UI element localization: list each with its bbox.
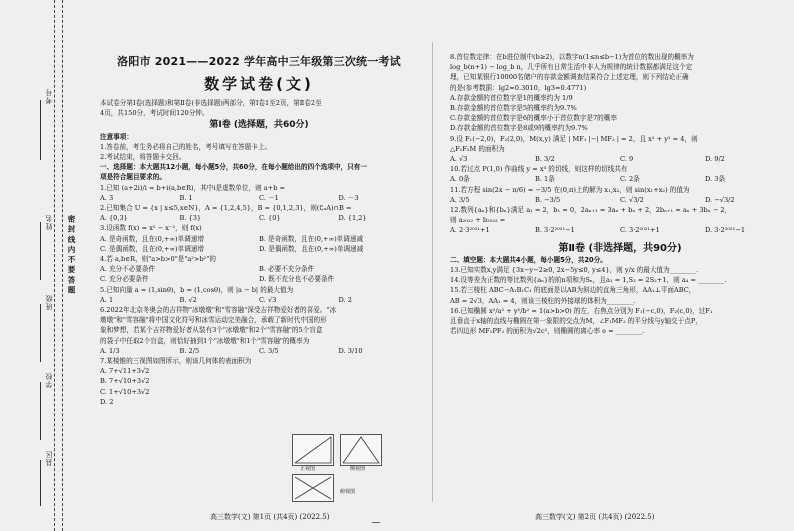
- note-item: 1.答卷前，考生务必将自己的姓名，考号填写在答题卡上。: [100, 142, 272, 151]
- question-options: [100, 274, 418, 284]
- question-stem: 9.设 F₁(−2,0)，F₂(2,0)，M(x,y) 满足 | MF₁ |−| MF₂ | = 2，且 x² + y² = 4，则: [450, 134, 698, 143]
- question-stem: △F₁F₂M 的面积为: [450, 144, 505, 153]
- question-stem: 6.2022年北京冬奥会的吉祥物"冰墩墩"和"雪容融"深受吉祥物爱好者的喜爱。"冰: [100, 306, 337, 315]
- page-footer-left: 高三数学(文) 第1页 (共4页) (2022.5): [210, 513, 330, 521]
- question-options: [450, 154, 790, 164]
- option: B. 7+√10+3√2: [100, 377, 150, 386]
- option: C. 1+√10+3√2: [100, 387, 150, 396]
- option: A. 0条: [450, 175, 470, 184]
- question-options: [100, 234, 418, 244]
- question-stem: 8.首位数定律：在b进位制中(b≥2)，以数字n(1≤n≤b−1)为首位的数出现的概率为: [450, 53, 694, 61]
- field-underline: [40, 460, 41, 506]
- option: C. 充分必要条件: [100, 275, 149, 284]
- instruction-line: 项是符合题目要求的。: [100, 173, 166, 182]
- option: D. －3: [338, 193, 359, 202]
- question-options: [100, 193, 418, 203]
- field-school: 学校: [45, 372, 53, 388]
- fill-question: 若四边形 MF₁PF₂ 的面积为√2c²，则椭圆的离心率 e = ________.: [450, 327, 645, 336]
- option: B. {3}: [179, 214, 202, 223]
- question-options: [450, 225, 790, 235]
- field-exam-number: 考号: [45, 88, 53, 104]
- question-stem: 则 a₂₀₂₂ + b₂₀₂₂ =: [450, 216, 506, 225]
- left-column: [100, 98, 418, 407]
- field-underline: [40, 100, 41, 160]
- option: A. 3/5: [450, 195, 470, 204]
- field-underline: [40, 382, 41, 440]
- option: A.存款金额的首位数字是1的概率约为 1/9: [450, 93, 573, 102]
- option: C. 是偶函数，且在(0,+∞)单调递增: [100, 244, 204, 253]
- question-stem: 1.已知 (a+2i)/i = b+i(a,b∈R)，其中i是虚数单位，则 a+b =: [100, 183, 286, 192]
- option: D. 是偶函数，且在(0,+∞)单调递减: [259, 244, 364, 253]
- fill-question: 15.若三棱柱 ABC−A₁B₁C₁ 的底面是以AB为斜边的直角三角形，AA₁⊥平面ABC，: [450, 286, 696, 295]
- side-view-label: 侧视图: [350, 466, 366, 472]
- question-stem: 10.若过点 P(1,0) 作曲线 y = x³ 的切线，则这样的切线共有: [450, 165, 628, 174]
- top-view: [292, 474, 334, 502]
- option: B. −3/5: [535, 195, 561, 204]
- field-class: 班级: [45, 294, 53, 310]
- fill-question: 14.设等差为正数的等比数列{aₙ}的前n项和为Sₙ，且a₁ = 1,S₃ = 2S₂+1，则 a₄ = ________.: [450, 276, 727, 285]
- option: A. 是奇函数，且在(0,+∞)单调递增: [100, 234, 204, 243]
- question-options: [100, 264, 418, 274]
- top-view-drawing: [293, 475, 333, 501]
- option: D. 2: [338, 295, 352, 304]
- option: D. 3·2²⁰²¹−1: [705, 226, 746, 235]
- question-options: [450, 174, 790, 184]
- option: A. √3: [450, 155, 468, 164]
- question-stem: 的袋子中任取2个盲盒，则恰好抽到1个"冰墩墩"和1个"雪容融"的概率为: [100, 336, 310, 345]
- part2-title: 第Ⅱ卷 (非选择题，共90分): [558, 242, 682, 254]
- exam-title: 洛阳市 2021——2022 学年高中三年级第三次统一考试: [117, 55, 401, 68]
- option: B.存款金额的首位数字是5的概率约为9.7%: [450, 104, 577, 113]
- option: A. 3: [100, 193, 114, 202]
- fill-question: AB = 2√3，AA₁ = 4，则该三棱柱的外接球的体积为________.: [450, 296, 636, 305]
- exam-subject: 数学试卷(文): [204, 75, 314, 93]
- question-options: [100, 346, 418, 356]
- option: D. 3条: [705, 175, 726, 184]
- fill-question: 且垂直于x轴的直线与椭圆在第一象限的交点为M，∠F₁MF₂ 的平分线与y轴交于点P，: [450, 317, 702, 326]
- binding-strip: [0, 0, 96, 531]
- option: C. {0}: [259, 214, 281, 223]
- cut-line-inner: [62, 0, 63, 531]
- option: D. 2: [100, 397, 114, 406]
- option: D. 3/10: [338, 346, 363, 355]
- question-stem: 7.某棱锥的三视图如图所示，则该几何体的表面积为: [100, 357, 252, 366]
- option: B. 1: [179, 193, 193, 202]
- question-stem: 5.已知向量 a = (1,sinθ)，b = (1,cosθ)，则 |a − b| 的最大值为: [100, 285, 294, 294]
- instruction-line: 二、填空题：本大题共4小题，每小题5分，共20分。: [450, 255, 607, 264]
- option: A. {0,3}: [100, 214, 128, 223]
- question-options: [100, 213, 418, 223]
- field-name: 姓名: [45, 214, 53, 230]
- option: A. 7+√11+3√2: [100, 367, 150, 376]
- right-column: [450, 52, 790, 336]
- cut-line: [54, 0, 55, 531]
- question-stem: 2.已知集合 U = {x | x≤5,x∈N}，A = {1,2,4,5}，B = {0,1,2,3}，则(∁ᵤA)∩B =: [100, 204, 352, 213]
- question-stem: 12.数列{aₙ}和{bₙ}满足 a₁ = 2，b₁ = 0，2aₙ₊₁ = 3aₙ + bₙ + 2，2bₙ₊₁ = aₙ + 3bₙ − 2，: [450, 206, 732, 215]
- notes-title: 注意事项：: [100, 132, 133, 141]
- option: D. 9/2: [705, 155, 725, 164]
- question-stem: 3.设函数 f(x) = x² − x⁻²，则 f(x): [100, 224, 202, 233]
- option: C.存款金额的首位数字是6的概率小于首位数字是7的概率: [450, 114, 617, 123]
- fill-question: 16.已知椭圆 x²/a² + y²/b² = 1(a>b>0) 的左，右焦点分别为 F₁(−c,0)，F₂(c,0)，过F₁: [450, 306, 713, 315]
- option: D. −√3/2: [705, 195, 735, 204]
- option: B. 2/5: [179, 346, 200, 355]
- top-view-label: 俯视图: [340, 489, 356, 495]
- option: C. 2条: [620, 175, 640, 184]
- intro-line: 4页，共150分，考试时间120分钟。: [100, 109, 209, 118]
- option: C. √3: [259, 295, 277, 304]
- question-options: [100, 244, 418, 254]
- seal-notice: 密 封 线 内 不 要 答 题: [67, 215, 76, 294]
- side-view: [340, 434, 382, 466]
- option: C. －1: [259, 193, 279, 202]
- option: B. √2: [179, 295, 197, 304]
- option: C. 9: [620, 155, 634, 164]
- front-view: [292, 434, 334, 466]
- front-view-drawing: [293, 435, 333, 465]
- page-footer-right: 高三数学(文) 第2页 (共4页) (2022.5): [535, 513, 655, 521]
- fill-question: 13.已知实数x,y满足 {3x−y−2≥0, 2x−5y≤0, y≤4}，则 y/x 的最大值为________.: [450, 266, 699, 275]
- option: B. 1条: [535, 175, 555, 184]
- field-district: 县区: [45, 450, 53, 466]
- question-stem: 的是(参考数据：lg2≈0.3010，lg3≈0.4771): [450, 83, 587, 92]
- field-underline: [40, 304, 41, 362]
- question-stem: 4.若 a,b∈R，则"a>b>0"是"a²>b²"的: [100, 255, 216, 264]
- question-stem: 理，已知某银行10000名储户的存款金额调查结果符合上述定理，则下列结论正确: [450, 73, 689, 82]
- instruction-line: 一、选择题：本大题共12小题，每小题5分，共60分，在每小题给出的四个选项中，只有一: [100, 163, 367, 172]
- option: A. 充分不必要条件: [100, 265, 156, 274]
- option: B. 必要不充分条件: [259, 265, 315, 274]
- page-fold-mark: [372, 522, 380, 523]
- option: C. √3/2: [620, 195, 644, 204]
- field-underline: [40, 222, 41, 280]
- option: B. 3·2²⁰²¹−1: [535, 226, 575, 235]
- option: D. 既不充分也不必要条件: [259, 275, 335, 284]
- question-options: [450, 195, 790, 205]
- option: A. 1: [100, 295, 114, 304]
- side-view-drawing: [341, 435, 381, 465]
- option: C. 3/5: [259, 346, 279, 355]
- option: A. 2·3²⁰²¹+1: [450, 226, 490, 235]
- question-options: [100, 295, 418, 305]
- option: B. 3/2: [535, 155, 555, 164]
- front-view-label: 正视图: [300, 466, 316, 472]
- option: D. {1,2}: [338, 214, 367, 223]
- question-stem: 象和梦想，若某个吉祥物爱好者从装有3个"冰墩墩"和2个"雪容融"的5个盲盒: [100, 326, 323, 335]
- column-divider: [432, 42, 433, 502]
- question-stem: 11.若方程 sin(2x − π/6) = −3/5 在(0,π)上的解为 x₁,x₂，则 sin(x₁+x₂) 的值为: [450, 185, 690, 194]
- option: C. 3·2²⁰²¹+1: [620, 226, 660, 235]
- exam-header: [100, 53, 418, 94]
- question-stem: log_b(n+1) − log_b n，几乎所有日常生活中非人为规律的统计数据都满足这个定: [450, 63, 693, 72]
- note-item: 2.考试结束，将答题卡交回。: [100, 153, 186, 162]
- question-stem: 墩墩"和"雪容融"将中国文化符号和冰雪运动完美融合，承载了新时代中国的形: [100, 316, 327, 325]
- option: A. 1/3: [100, 346, 120, 355]
- intro-line: 本试卷分第Ⅰ卷(选择题)和第Ⅱ卷(非选择题)两部分，第Ⅰ卷1至2页，第Ⅱ卷2至: [100, 99, 322, 107]
- option: B. 是奇函数，且在(0,+∞)单调递减: [259, 234, 364, 243]
- option: D.存款金额的首位数字是8或9的概率约为9.7%: [450, 124, 588, 133]
- part1-title: 第Ⅰ卷 (选择题，共60分): [209, 120, 309, 131]
